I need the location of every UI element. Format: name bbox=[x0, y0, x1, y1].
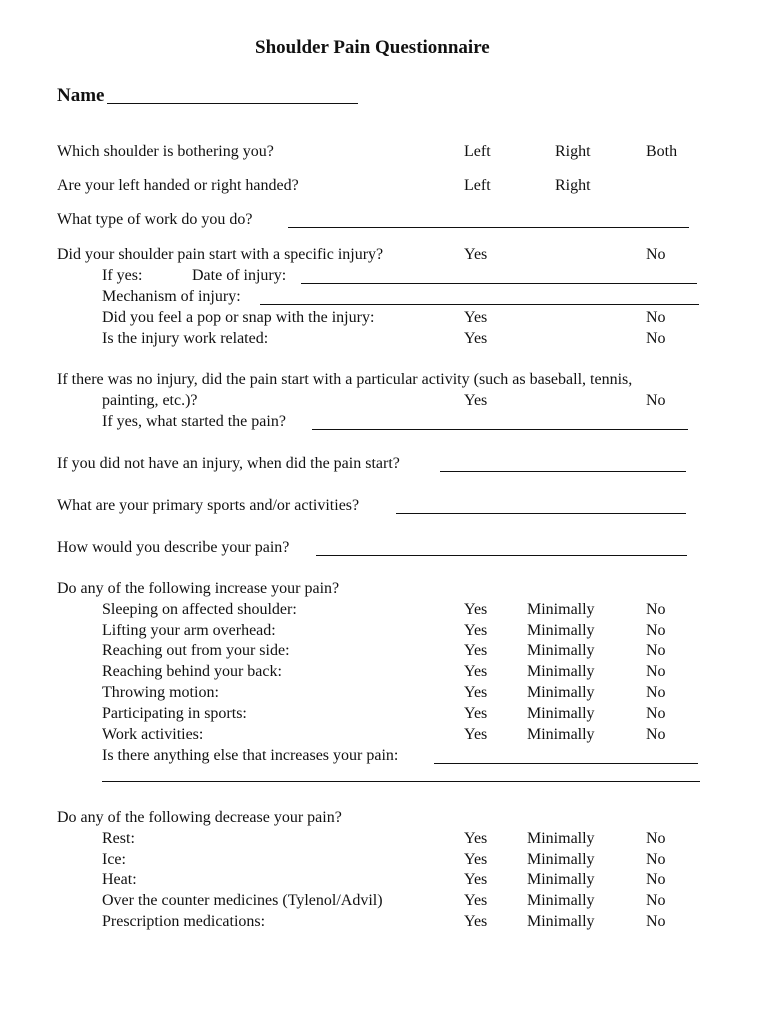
increase-item-no[interactable]: No bbox=[646, 726, 666, 743]
decrease-item-yes[interactable]: Yes bbox=[464, 830, 488, 847]
increase-item-yes[interactable]: Yes bbox=[464, 601, 488, 618]
increase-item-minimally[interactable]: Minimally bbox=[527, 684, 595, 701]
increase-item-minimally[interactable]: Minimally bbox=[527, 601, 595, 618]
increase-item-yes[interactable]: Yes bbox=[464, 642, 488, 659]
anything-else-increases-field[interactable] bbox=[434, 763, 698, 764]
increase-item-no[interactable]: No bbox=[646, 622, 666, 639]
increase-item-yes[interactable]: Yes bbox=[464, 684, 488, 701]
if-yes-label: If yes: bbox=[102, 267, 143, 284]
pain-start-question: If you did not have an injury, when did the pain start? bbox=[57, 455, 400, 472]
activity-no-option[interactable]: No bbox=[646, 392, 666, 409]
decrease-item-yes[interactable]: Yes bbox=[464, 913, 488, 930]
work-related-no-option[interactable]: No bbox=[646, 330, 666, 347]
decrease-item-label: Heat: bbox=[102, 871, 137, 888]
decrease-item-minimally[interactable]: Minimally bbox=[527, 871, 595, 888]
date-of-injury-field[interactable] bbox=[301, 283, 697, 284]
increase-item-label: Sleeping on affected shoulder: bbox=[102, 601, 297, 618]
decrease-item-yes[interactable]: Yes bbox=[464, 892, 488, 909]
which-shoulder-both-option[interactable]: Both bbox=[646, 143, 678, 160]
decrease-item-label: Ice: bbox=[102, 851, 126, 868]
pop-snap-question: Did you feel a pop or snap with the injury: bbox=[102, 309, 375, 326]
anything-else-increases-label: Is there anything else that increases your pain: bbox=[102, 747, 399, 764]
increase-item-no[interactable]: No bbox=[646, 705, 666, 722]
what-started-pain-label: If yes, what started the pain? bbox=[102, 413, 286, 430]
increase-item-minimally[interactable]: Minimally bbox=[527, 622, 595, 639]
increase-item-yes[interactable]: Yes bbox=[464, 726, 488, 743]
decrease-item-label: Prescription medications: bbox=[102, 913, 266, 930]
handedness-question: Are your left handed or right handed? bbox=[57, 177, 299, 194]
decrease-item-yes[interactable]: Yes bbox=[464, 851, 488, 868]
handedness-right-option[interactable]: Right bbox=[555, 177, 591, 194]
work-related-question: Is the injury work related: bbox=[102, 330, 269, 347]
increase-pain-heading: Do any of the following increase your pain? bbox=[57, 580, 340, 597]
what-started-pain-field[interactable] bbox=[312, 429, 688, 430]
increase-item-label: Reaching behind your back: bbox=[102, 663, 282, 680]
increase-item-label: Work activities: bbox=[102, 726, 204, 743]
work-related-yes-option[interactable]: Yes bbox=[464, 330, 488, 347]
decrease-item-minimally[interactable]: Minimally bbox=[527, 892, 595, 909]
decrease-item-no[interactable]: No bbox=[646, 892, 666, 909]
work-type-question: What type of work do you do? bbox=[57, 211, 253, 228]
decrease-item-no[interactable]: No bbox=[646, 913, 666, 930]
increase-item-label: Throwing motion: bbox=[102, 684, 219, 701]
decrease-item-no[interactable]: No bbox=[646, 830, 666, 847]
describe-pain-question: How would you describe your pain? bbox=[57, 539, 290, 556]
increase-item-minimally[interactable]: Minimally bbox=[527, 642, 595, 659]
decrease-item-minimally[interactable]: Minimally bbox=[527, 913, 595, 930]
increase-item-no[interactable]: No bbox=[646, 663, 666, 680]
anything-else-increases-field-line2[interactable] bbox=[102, 781, 700, 782]
pop-snap-yes-option[interactable]: Yes bbox=[464, 309, 488, 326]
primary-sports-question: What are your primary sports and/or activities? bbox=[57, 497, 360, 514]
increase-item-yes[interactable]: Yes bbox=[464, 663, 488, 680]
activity-question-line2: painting, etc.)? bbox=[102, 392, 198, 409]
decrease-item-no[interactable]: No bbox=[646, 871, 666, 888]
decrease-item-minimally[interactable]: Minimally bbox=[527, 830, 595, 847]
describe-pain-field[interactable] bbox=[316, 555, 687, 556]
decrease-item-label: Rest: bbox=[102, 830, 135, 847]
which-shoulder-left-option[interactable]: Left bbox=[464, 143, 491, 160]
mechanism-of-injury-label: Mechanism of injury: bbox=[102, 288, 241, 305]
page-title: Shoulder Pain Questionnaire bbox=[255, 37, 490, 58]
increase-item-no[interactable]: No bbox=[646, 601, 666, 618]
pain-start-field[interactable] bbox=[440, 471, 686, 472]
work-type-field[interactable] bbox=[288, 227, 689, 228]
increase-item-label: Participating in sports: bbox=[102, 705, 247, 722]
handedness-left-option[interactable]: Left bbox=[464, 177, 491, 194]
increase-item-no[interactable]: No bbox=[646, 684, 666, 701]
date-of-injury-label: Date of injury: bbox=[192, 267, 287, 284]
increase-item-minimally[interactable]: Minimally bbox=[527, 663, 595, 680]
which-shoulder-question: Which shoulder is bothering you? bbox=[57, 143, 274, 160]
activity-question-line1: If there was no injury, did the pain start with a particular activity (such as baseball, tennis, bbox=[57, 371, 633, 388]
name-label: Name bbox=[57, 85, 105, 106]
decrease-item-no[interactable]: No bbox=[646, 851, 666, 868]
specific-injury-yes-option[interactable]: Yes bbox=[464, 246, 488, 263]
specific-injury-no-option[interactable]: No bbox=[646, 246, 666, 263]
decrease-item-label: Over the counter medicines (Tylenol/Advil) bbox=[102, 892, 383, 909]
increase-item-no[interactable]: No bbox=[646, 642, 666, 659]
increase-item-yes[interactable]: Yes bbox=[464, 622, 488, 639]
increase-item-minimally[interactable]: Minimally bbox=[527, 705, 595, 722]
decrease-item-minimally[interactable]: Minimally bbox=[527, 851, 595, 868]
name-field[interactable] bbox=[107, 103, 358, 104]
increase-item-label: Lifting your arm overhead: bbox=[102, 622, 276, 639]
decrease-pain-heading: Do any of the following decrease your pain? bbox=[57, 809, 342, 826]
increase-item-yes[interactable]: Yes bbox=[464, 705, 488, 722]
increase-item-minimally[interactable]: Minimally bbox=[527, 726, 595, 743]
which-shoulder-right-option[interactable]: Right bbox=[555, 143, 591, 160]
decrease-item-yes[interactable]: Yes bbox=[464, 871, 488, 888]
pop-snap-no-option[interactable]: No bbox=[646, 309, 666, 326]
activity-yes-option[interactable]: Yes bbox=[464, 392, 488, 409]
specific-injury-question: Did your shoulder pain start with a specific injury? bbox=[57, 246, 384, 263]
increase-item-label: Reaching out from your side: bbox=[102, 642, 290, 659]
mechanism-of-injury-field[interactable] bbox=[260, 304, 699, 305]
primary-sports-field[interactable] bbox=[396, 513, 686, 514]
